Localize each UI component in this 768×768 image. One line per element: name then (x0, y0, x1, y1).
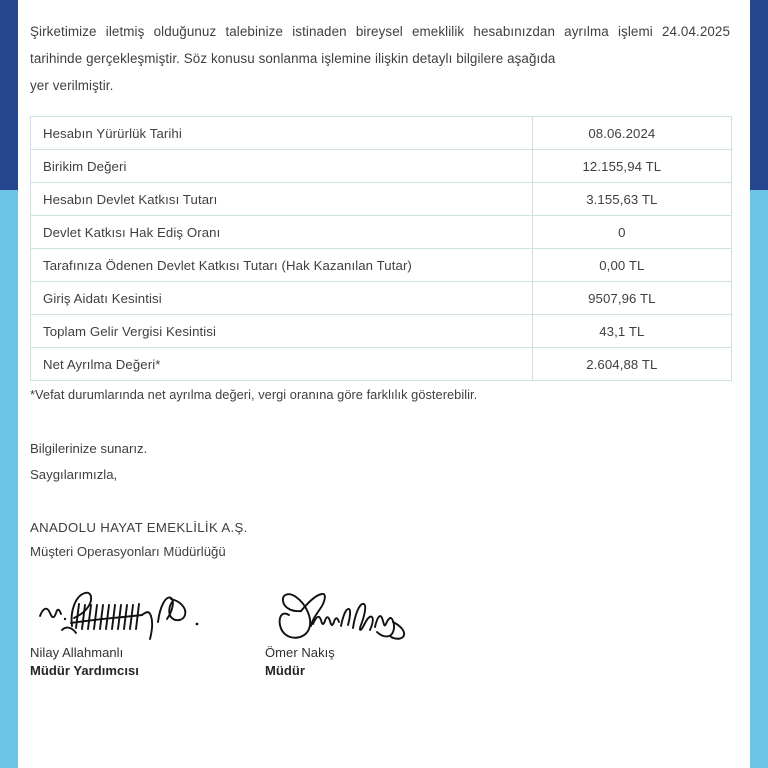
table-row (31, 117, 732, 150)
table-footnote: *Vefat durumlarında net ayrılma değeri, vergi oranına göre farklılık gösterebilir. (30, 387, 478, 402)
row-label: Toplam Gelir Vergisi Kesintisi (31, 315, 533, 348)
signature-block-1 (30, 582, 265, 680)
left-band-light-segment (0, 190, 18, 768)
signatory-title: Müdür (265, 663, 305, 678)
row-value: 9507,96 TL (532, 282, 731, 315)
row-label: Hesabın Devlet Katkısı Tutarı (31, 183, 533, 216)
handwritten-signature-icon (30, 582, 230, 644)
right-band-light-segment (750, 190, 768, 768)
signatory-name: Ömer Nakış (265, 645, 335, 660)
intro-paragraph (30, 18, 730, 99)
company-name: ANADOLU HAYAT EMEKLİLİK A.Ş. (30, 520, 248, 535)
intro-line-1: Şirketimize iletmiş olduğunuz talebinize istinaden bireysel emeklilik hesabınızdan ayrılma işlemi (30, 24, 653, 39)
left-color-band (0, 0, 18, 768)
company-block (30, 516, 738, 564)
row-label: Giriş Aidatı Kesintisi (31, 282, 533, 315)
row-label: Net Ayrılma Değeri* (31, 348, 533, 381)
right-band-dark-segment (750, 0, 768, 190)
table-row (31, 216, 732, 249)
row-label: Devlet Katkısı Hak Ediş Oranı (31, 216, 533, 249)
table-row (31, 150, 732, 183)
signature-row (30, 582, 738, 680)
row-value: 0,00 TL (532, 249, 731, 282)
signatory-title: Müdür Yardımcısı (30, 663, 139, 678)
document-page (18, 0, 750, 768)
right-color-band (750, 0, 768, 768)
row-label: Birikim Değeri (31, 150, 533, 183)
intro-line-3: yer verilmiştir. (30, 78, 114, 93)
row-value: 08.06.2024 (532, 117, 731, 150)
row-value: 3.155,63 TL (532, 183, 731, 216)
account-details-table (30, 116, 732, 381)
table-row (31, 183, 732, 216)
row-value: 2.604,88 TL (586, 356, 658, 372)
row-value: 12.155,94 TL (532, 150, 731, 183)
company-department: Müşteri Operasyonları Müdürlüğü (30, 544, 226, 559)
signature-block-2 (265, 582, 525, 680)
row-value: 43,1 TL (532, 315, 731, 348)
closing-line-2: Saygılarımızla, (30, 467, 118, 482)
account-details-body (31, 117, 732, 381)
handwritten-signature-icon (265, 582, 465, 644)
row-label: Tarafınıza Ödenen Devlet Katkısı Tutarı (Hak Kazanılan Tutar) (31, 249, 533, 282)
table-row (31, 282, 732, 315)
document-content (30, 0, 738, 680)
table-row (31, 315, 732, 348)
left-band-dark-segment (0, 0, 18, 190)
intro-line-2: 24.04.2025 tarihinde gerçekleşmiştir. Söz konusu sonlanma işlemine ilişkin detaylı bilgilere aşağıda (30, 24, 731, 66)
row-value: 0 (532, 216, 731, 249)
closing-line-1: Bilgilerinize sunarız. (30, 441, 148, 456)
signatory-name: Nilay Allahmanlı (30, 645, 124, 660)
table-row (31, 249, 732, 282)
closing-block (30, 436, 738, 488)
table-row (31, 348, 732, 381)
row-label: Hesabın Yürürlük Tarihi (31, 117, 533, 150)
